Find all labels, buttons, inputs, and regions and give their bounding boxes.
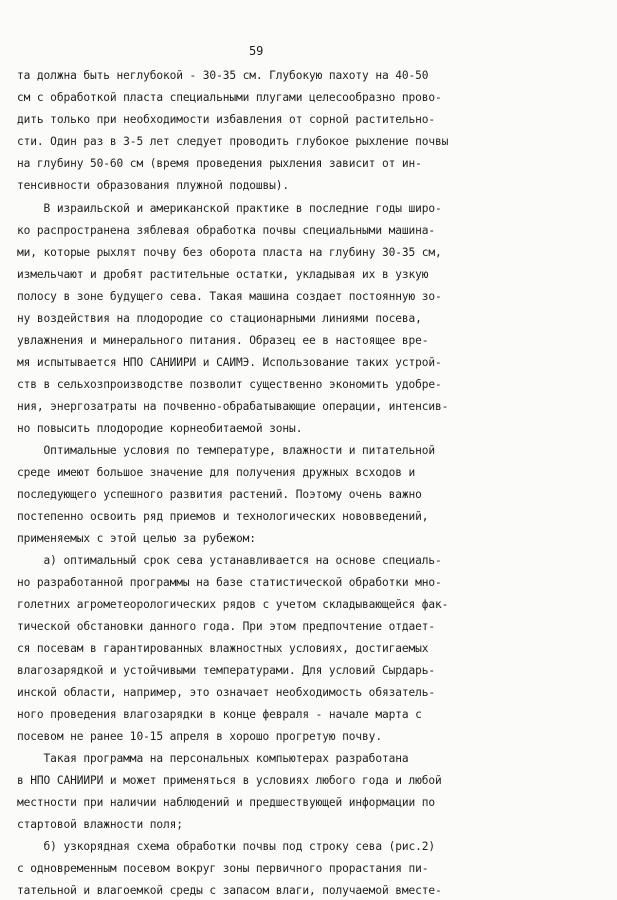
- text-line: влагозарядкой и устойчивыми температурами. Для условий Сырдарь-: [17, 664, 436, 677]
- text-line: мя испытывается НПО САНИИРИ и САИМЭ. Использование таких устрой-: [17, 356, 442, 369]
- text-line: но разработанной программы на базе статистической обработки мно-: [17, 576, 442, 589]
- text-line: ну воздействия на плодородие со стационарными линиями посева,: [17, 312, 422, 325]
- text-line: последующего успешного развития растений. Поэтому очень важно: [17, 488, 422, 501]
- text-line: та должна быть неглубокой - 30-35 см. Глубокую пахоту на 40-50: [17, 69, 429, 82]
- text-line: дить только при необходимости избавления от сорной растительно-: [17, 113, 436, 126]
- text-line: ния, энергозатраты на почвенно-обрабатывающие операции, интенсив-: [17, 400, 449, 413]
- text-line: на глубину 50-60 см (время проведения рыхления зависит от ин-: [17, 157, 422, 170]
- text-line: в НПО САНИИРИ и может применяться в условиях любого года и любой: [17, 774, 442, 787]
- text-line: а) оптимальный срок сева устанавливается на основе специаль-: [17, 554, 442, 567]
- text-line: Такая программа на персональных компьютерах разработана: [17, 752, 409, 765]
- text-line: тательной и влагоемкой среды с запасом влаги, получаемой вместе-: [17, 884, 442, 897]
- text-line: увлажнения и минерального питания. Образец ее в настоящее вре-: [17, 334, 429, 347]
- text-line: среде имеют большое значение для получения дружных всходов и: [17, 466, 416, 479]
- text-line: сти. Один раз в 3-5 лет следует проводить глубокое рыхление почвы: [17, 135, 449, 148]
- text-line: инской области, например, это означает необходимость обязатель-: [17, 686, 436, 699]
- text-line: но повысить плодородие корнеобитаемой зоны.: [17, 422, 303, 435]
- page-number: 59: [249, 44, 264, 58]
- text-line: постепенно освоить ряд приемов и технологических нововведений,: [17, 510, 429, 523]
- text-line: б) узкорядная схема обработки почвы под строку сева (рис.2): [17, 840, 436, 853]
- text-line: стартовой влажности поля;: [17, 818, 183, 831]
- text-line: тической обстановки данного года. При этом предпочтение отдает-: [17, 620, 436, 633]
- text-line: ко распространена зяблевая обработка почвы специальными машина-: [17, 224, 436, 237]
- text-line: ств в сельхозпроизводстве позволит существенно экономить удобре-: [17, 378, 442, 391]
- text-line: В израильской и американской практике в последние годы широ-: [17, 202, 442, 215]
- text-line: посевом не ранее 10-15 апреля в хорошо прогретую почву.: [17, 730, 382, 743]
- text-line: местности при наличии наблюдений и предшествующей информации по: [17, 796, 436, 809]
- text-line: ного проведения влагозарядки в конце февраля - начале марта с: [17, 708, 422, 721]
- text-line: полосу в зоне будущего сева. Такая машина создает постоянную зо-: [17, 290, 442, 303]
- text-line: измельчают и дробят растительные остатки, укладывая их в узкую: [17, 268, 429, 281]
- text-line: Оптимальные условия по температуре, влажности и питательной: [17, 444, 436, 457]
- text-line: ся посевам в гарантированных влажностных условиях, достигаемых: [17, 642, 429, 655]
- text-line: тенсивности образования плужной подошвы).: [17, 179, 290, 192]
- text-line: применяемых с этой целью за рубежом:: [17, 532, 256, 545]
- text-line: с одновременным посевом вокруг зоны первичного прорастания пи-: [17, 862, 429, 875]
- text-line: голетних агрометеорологических рядов с учетом складывающейся фак-: [17, 598, 449, 611]
- text-line: см с обработкой пласта специальными плугами целесообразно прово-: [17, 91, 442, 104]
- text-line: ми, которые рыхлят почву без оборота пласта на глубину 30-35 см,: [17, 246, 442, 259]
